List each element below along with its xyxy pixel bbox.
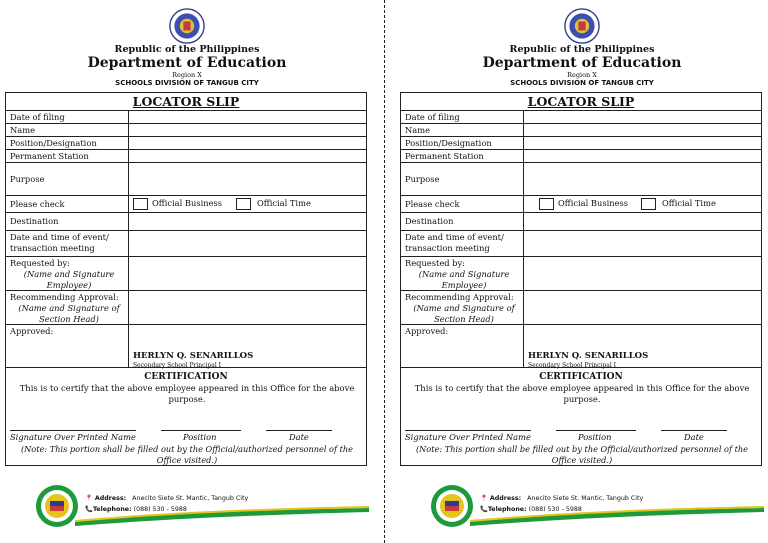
- destination-label: Destination: [6, 213, 129, 230]
- form-title: LOCATOR SLIP: [6, 93, 366, 111]
- please-check-label: Please check: [401, 196, 524, 212]
- date-of-filing-label: Date of filing: [6, 111, 129, 123]
- approver-name: HERLYN Q. SENARILLOS: [133, 351, 254, 361]
- recommending-label: Recommending Approval: (Name and Signature of Section Head): [401, 291, 524, 324]
- approved-label: Approved:: [401, 325, 524, 367]
- division-label: SCHOOLS DIVISION OF TANGUB CITY: [115, 79, 259, 87]
- deped-seal-icon: [564, 8, 600, 44]
- address-line: 📍 Address: Anecito Siete St. Mantic, Tangub City: [480, 495, 644, 502]
- pin-icon: 📍: [85, 495, 93, 502]
- signature-label: Signature Over Printed Name: [405, 432, 531, 442]
- name-label: Name: [401, 124, 524, 136]
- certification-title: CERTIFICATION: [539, 372, 623, 382]
- signature-line[interactable]: [405, 430, 531, 431]
- row-approved: [6, 325, 366, 368]
- certification-note: (Note: This portion shall be filled out by the Official/authorized personnel of the Office visited.): [415, 444, 749, 465]
- signature-line[interactable]: [10, 430, 136, 431]
- republic-label: Republic of the Philippines: [509, 44, 655, 55]
- approver-position: Secondary School Principal I: [528, 362, 617, 369]
- row-position[interactable]: [401, 137, 761, 150]
- date-of-filing-label: Date of filing: [401, 111, 524, 123]
- official-business-checkbox[interactable]: [539, 198, 554, 210]
- row-station[interactable]: [6, 150, 366, 163]
- station-label: Permanent Station: [6, 150, 129, 162]
- row-purpose[interactable]: [401, 163, 761, 196]
- date-sig-label: Date: [684, 432, 704, 442]
- row-date-of-filing[interactable]: [401, 111, 761, 124]
- position-sig-label: Position: [578, 432, 612, 442]
- destination-label: Destination: [401, 213, 524, 230]
- address-line: 📍 Address: Anecito Siete St. Mantic, Tangub City: [85, 495, 249, 502]
- approved-label: Approved:: [6, 325, 129, 367]
- footer: [35, 484, 369, 532]
- row-please-check: [6, 196, 366, 213]
- row-date-time[interactable]: [401, 231, 761, 257]
- division-logo-icon: [35, 484, 79, 528]
- position-line[interactable]: [161, 430, 241, 431]
- purpose-label: Purpose: [401, 163, 524, 195]
- official-time-label: Official Time: [257, 198, 311, 208]
- division-label: SCHOOLS DIVISION OF TANGUB CITY: [510, 79, 654, 87]
- official-time-label: Official Time: [662, 198, 716, 208]
- telephone-line: 📞Telephone: (088) 530 - 5988: [480, 506, 582, 513]
- row-please-check: [401, 196, 761, 213]
- requested-by-label: Requested by: (Name and Signature Employee): [401, 257, 524, 290]
- telephone-line: 📞Telephone: (088) 530 - 5988: [85, 506, 187, 513]
- official-time-checkbox[interactable]: [236, 198, 251, 210]
- approver-name: HERLYN Q. SENARILLOS: [528, 351, 649, 361]
- date-time-label: Date and time of event/ transaction meeting: [401, 231, 524, 256]
- certification-note: (Note: This portion shall be filled out by the Official/authorized personnel of the Office visited.): [20, 444, 354, 465]
- date-line[interactable]: [266, 430, 332, 431]
- station-label: Permanent Station: [401, 150, 524, 162]
- locator-form: [400, 92, 762, 466]
- certification-text: This is to certify that the above employee appeared in this Office for the above purpose.: [414, 383, 750, 404]
- purpose-label: Purpose: [6, 163, 129, 195]
- row-date-time[interactable]: [6, 231, 366, 257]
- pin-icon: 📍: [480, 495, 488, 502]
- department-title: Department of Education: [482, 55, 682, 71]
- locator-form: [5, 92, 367, 466]
- row-requested-by[interactable]: [401, 257, 761, 291]
- region-label: Region X: [567, 71, 597, 79]
- phone-icon: 📞: [480, 506, 488, 513]
- row-date-of-filing[interactable]: [6, 111, 366, 124]
- division-logo-icon: [430, 484, 474, 528]
- row-name[interactable]: [401, 124, 761, 137]
- official-business-label: Official Business: [152, 198, 223, 208]
- row-approved: [401, 325, 761, 368]
- position-label: Position/Designation: [401, 137, 524, 149]
- position-label: Position/Designation: [6, 137, 129, 149]
- row-name[interactable]: [6, 124, 366, 137]
- deped-seal-icon: [169, 8, 205, 44]
- official-time-checkbox[interactable]: [641, 198, 656, 210]
- row-station[interactable]: [401, 150, 761, 163]
- signature-label: Signature Over Printed Name: [10, 432, 136, 442]
- form-title: LOCATOR SLIP: [401, 93, 761, 111]
- row-recommending[interactable]: [6, 291, 366, 325]
- official-business-checkbox[interactable]: [133, 198, 148, 210]
- date-line[interactable]: [661, 430, 727, 431]
- requested-by-label: Requested by: (Name and Signature Employee): [6, 257, 129, 290]
- date-time-label: Date and time of event/ transaction meeting: [6, 231, 129, 256]
- date-sig-label: Date: [289, 432, 309, 442]
- position-line[interactable]: [556, 430, 636, 431]
- row-requested-by[interactable]: [6, 257, 366, 291]
- row-destination[interactable]: [401, 213, 761, 231]
- department-title: Department of Education: [87, 55, 287, 71]
- row-destination[interactable]: [6, 213, 366, 231]
- row-position[interactable]: [6, 137, 366, 150]
- please-check-label: Please check: [6, 196, 129, 212]
- locator-slip-right: [400, 0, 764, 543]
- recommending-label: Recommending Approval: (Name and Signature of Section Head): [6, 291, 129, 324]
- certification-title: CERTIFICATION: [144, 372, 228, 382]
- row-purpose[interactable]: [6, 163, 366, 196]
- locator-slip-left: [5, 0, 369, 543]
- certification-text: This is to certify that the above employee appeared in this Office for the above purpose.: [19, 383, 355, 404]
- official-business-label: Official Business: [558, 198, 629, 208]
- republic-label: Republic of the Philippines: [114, 44, 260, 55]
- region-label: Region X: [172, 71, 202, 79]
- footer: [430, 484, 764, 532]
- row-recommending[interactable]: [401, 291, 761, 325]
- name-label: Name: [6, 124, 129, 136]
- position-sig-label: Position: [183, 432, 217, 442]
- phone-icon: 📞: [85, 506, 93, 513]
- cut-line-divider: [384, 0, 385, 543]
- approver-position: Secondary School Principal I: [133, 362, 222, 369]
